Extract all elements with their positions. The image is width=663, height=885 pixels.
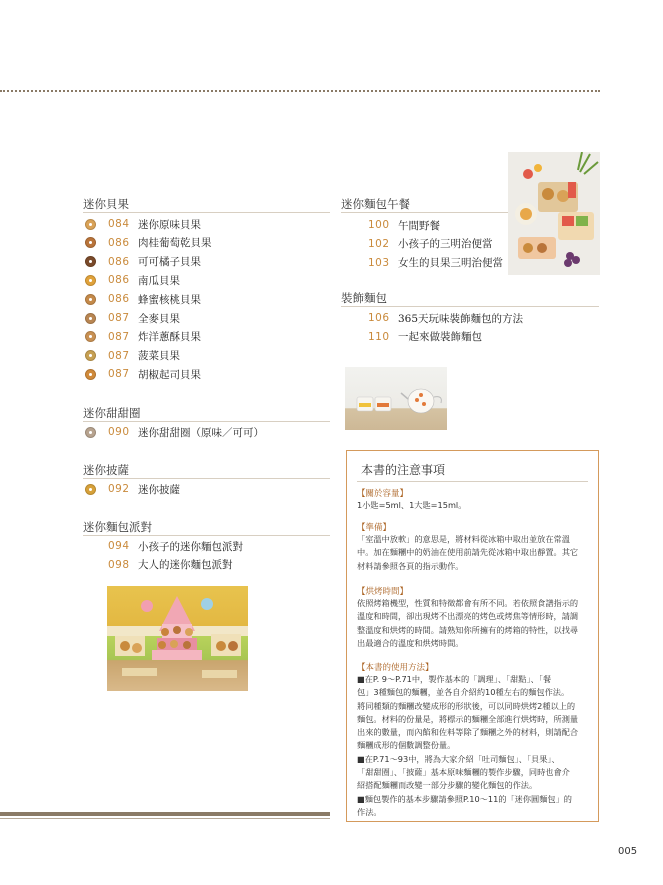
bagel-icon — [85, 237, 96, 248]
list-item — [85, 557, 233, 573]
page-ref-number: 087 — [108, 330, 130, 343]
bagel-icon — [85, 350, 96, 361]
notes-box — [346, 450, 599, 822]
section-title-decor: 裝飾麵包 — [341, 291, 387, 305]
list-item — [345, 217, 440, 233]
page-ref-number: 087 — [108, 368, 130, 381]
page-ref-number: 084 — [108, 218, 130, 230]
note-line: 中。加在麵糰中的奶油在使用前請先從冰箱中取出靜置。其它 — [357, 547, 579, 558]
recipe-name: 迷你披薩 — [138, 483, 180, 496]
bagel-icon — [85, 256, 96, 267]
note-line: 紹搭配麵糰而改變一部分步驟的變化麵包的作法。 — [357, 780, 538, 791]
decor-photo — [345, 367, 447, 430]
lunch-photo-art — [508, 152, 600, 275]
recipe-name: 大人的迷你麵包派對 — [138, 559, 233, 572]
note-line: 材料請參照各頁的指示動作。 — [357, 560, 464, 571]
note-line: 「甜甜圈」、「披薩」基本原味麵糰的製作步驟，同時也會介 — [357, 767, 570, 778]
list-item — [85, 235, 212, 251]
section-title-pizza: 迷你披薩 — [83, 463, 129, 477]
note-line: 依照烤箱機型，性質和特徵都會有所不同。若依照食譜指示的 — [357, 598, 579, 608]
page-ref-number: 103 — [368, 256, 390, 269]
page-ref-number: 098 — [108, 558, 130, 571]
recipe-name: 菠菜貝果 — [138, 350, 180, 363]
note-heading: 【準備】 — [357, 523, 392, 533]
notes-rule — [357, 481, 588, 482]
note-line: 麵糰成形的個數調整份量。 — [357, 740, 456, 751]
recipe-name: 可可橘子貝果 — [138, 256, 201, 269]
note-line: 將同種類的麵糰改變成形的形狀後，可以同時烘烤2種以上的 — [357, 700, 576, 711]
section-rule — [341, 212, 511, 213]
section-rule — [341, 306, 599, 307]
page-ref-number: 086 — [108, 255, 130, 268]
recipe-name: 胡椒起司貝果 — [138, 368, 201, 381]
party-photo-art — [107, 586, 248, 691]
list-item — [85, 272, 180, 288]
note-paragraph — [357, 533, 589, 573]
page-ref-number: 102 — [368, 237, 390, 250]
page-ref-number: 087 — [108, 349, 130, 362]
list-item — [85, 216, 201, 232]
list-item — [345, 329, 482, 345]
recipe-name: 迷你甜甜圈（原味／可可） — [138, 426, 264, 439]
page-ref-number: 092 — [108, 483, 130, 495]
recipe-name: 蜂蜜核桃貝果 — [138, 293, 201, 306]
recipe-name: 女生的貝果三明治便當 — [398, 257, 503, 270]
bagel-icon — [85, 294, 96, 305]
note-line: 溫度和時間，卻出現烤不出漂亮的烤色或烤焦等情形時，請調 — [357, 611, 579, 622]
note-line: 出最適合的溫度和烘烤時間。 — [357, 637, 464, 648]
recipe-name: 小孩子的迷你麵包派對 — [138, 540, 243, 553]
page-ref-number: 100 — [368, 219, 390, 231]
list-item — [345, 310, 523, 326]
recipe-name: 南瓜貝果 — [138, 274, 180, 287]
notes-title: 本書的注意事項 — [361, 463, 446, 477]
recipe-name: 365天玩味裝飾麵包的方法 — [398, 312, 524, 325]
note-paragraph — [357, 673, 589, 819]
note-line: ■在P.71～93中，將為大家介紹「吐司麵包」、「貝果」、 — [357, 753, 560, 764]
top-dotted-rule — [0, 90, 600, 92]
list-item — [85, 424, 264, 440]
section-title-donut: 迷你甜甜圈 — [83, 406, 141, 420]
page-ref-number: 090 — [108, 426, 130, 438]
note-heading: 【關於容量】 — [357, 489, 409, 499]
list-item — [345, 236, 493, 252]
page-ref-number: 106 — [368, 312, 390, 324]
page-ref-number: 094 — [108, 540, 130, 552]
bagel-icon — [85, 275, 96, 286]
note-line: 出來的數量，而內餡和佐料等除了麵糰之外的材料，則請配合 — [357, 727, 579, 738]
section-title-lunch: 迷你麵包午餐 — [341, 197, 410, 211]
note-line: 「室溫中放軟」的意思是，將材料從冰箱中取出並放在常溫 — [357, 534, 570, 544]
lunch-photo — [508, 152, 600, 275]
recipe-name: 一起來做裝飾麵包 — [398, 331, 482, 344]
list-item — [85, 366, 201, 382]
note-line: 麵包。材料的份量是，將標示的麵糰全部進行烘烤時，所測量 — [357, 713, 579, 724]
page-ref-number: 086 — [108, 293, 130, 306]
recipe-name: 迷你原味貝果 — [138, 218, 201, 231]
decor-photo-art — [345, 367, 447, 430]
list-item — [85, 310, 180, 326]
note-line: 包」3種麵包的麵糰，並各自介紹約10種左右的麵包作法。 — [357, 687, 570, 698]
section-title-bagel: 迷你貝果 — [83, 197, 129, 211]
bagel-icon — [85, 369, 96, 380]
note-line: 作法。 — [357, 806, 382, 817]
section-rule — [83, 535, 330, 536]
bagel-icon — [85, 219, 96, 230]
recipe-name: 全麥貝果 — [138, 312, 180, 325]
page-ref-number: 087 — [108, 312, 130, 324]
recipe-name: 小孩子的三明治便當 — [398, 238, 493, 251]
section-rule — [83, 421, 330, 422]
note-line: ■麵包製作的基本步驟請參照P.10～11的「迷你圓麵包」的 — [357, 793, 572, 804]
note-paragraph — [357, 597, 589, 650]
section-rule — [83, 212, 330, 213]
bagel-icon — [85, 331, 96, 342]
page-ref-number: 086 — [108, 236, 130, 249]
list-item — [85, 291, 201, 307]
list-item — [85, 254, 201, 270]
recipe-name: 肉桂葡萄乾貝果 — [138, 237, 212, 250]
note-heading: 【本書的使用方法】 — [357, 663, 434, 673]
bagel-icon — [85, 313, 96, 324]
section-rule — [83, 478, 330, 479]
note-line: 1小匙=5ml、1大匙=15ml。 — [357, 500, 467, 510]
list-item — [345, 255, 503, 271]
list-item — [85, 348, 180, 364]
page-number: 005 — [618, 846, 638, 857]
bagel-icon — [85, 427, 96, 438]
note-paragraph — [357, 499, 589, 512]
note-line: ■在P. 9～P.71中，製作基本的「調理」、「甜點」、「餐 — [357, 674, 552, 684]
bagel-icon — [85, 484, 96, 495]
party-photo — [107, 586, 248, 691]
section-title-party: 迷你麵包派對 — [83, 520, 152, 534]
page-ref-number: 086 — [108, 274, 130, 287]
footer-rule — [0, 812, 330, 816]
list-item — [85, 538, 243, 554]
list-item — [85, 481, 180, 497]
recipe-name: 午間野餐 — [398, 219, 440, 232]
note-line: 整溫度和烘烤的時間。請熟知你所擁有的烤箱的特性，以找尋 — [357, 624, 579, 635]
list-item — [85, 329, 201, 345]
page-ref-number: 110 — [368, 330, 390, 343]
note-heading: 【烘烤時間】 — [357, 587, 409, 597]
recipe-name: 炸洋蔥酥貝果 — [138, 331, 201, 344]
footer-rule-thin — [0, 818, 330, 819]
